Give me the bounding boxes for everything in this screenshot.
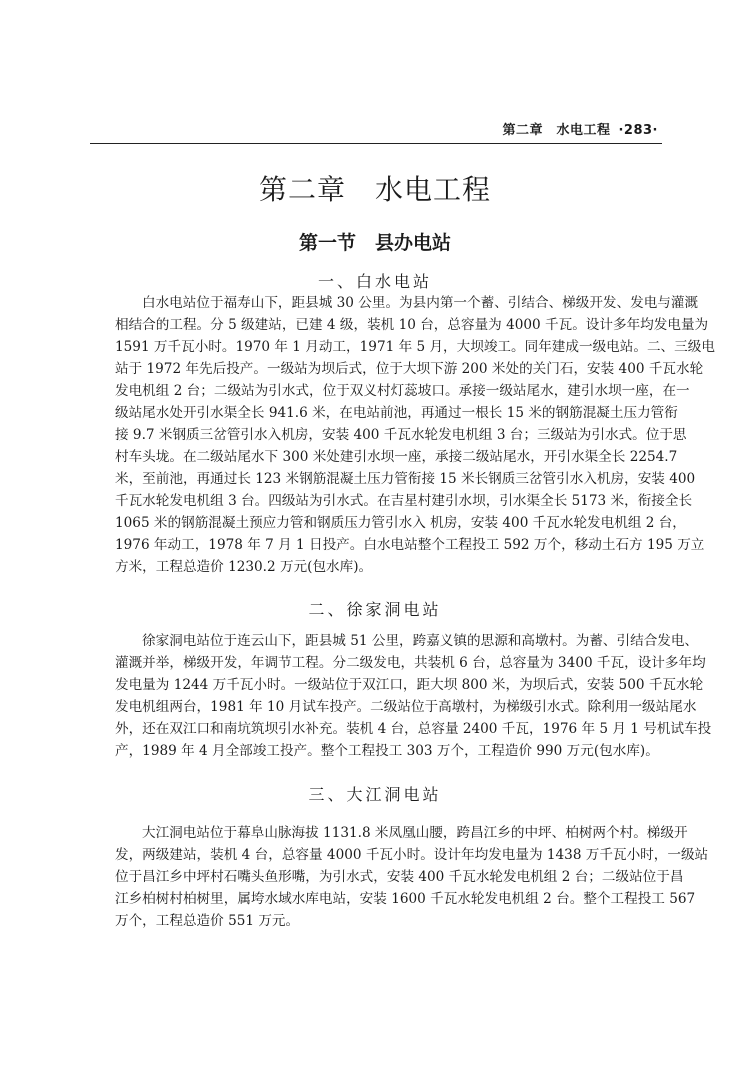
paragraph-line: 发电机组两台，1981 年 10 月试车投产。二级站位于高墩村，为梯级引水式。除利用一级站尾水 [115,699,697,715]
paragraph-line: 级站尾水处开引水渠全长 941.6 米，在电站前池，再通过一根长 15 米的钢筋混凝土压力管衔 [115,405,678,421]
paragraph-line: 产，1989 年 4 月全部竣工投产。整个工程投工 303 万个，工程造价 990 万元(包水库)。 [115,743,659,759]
station-heading: 二、徐家洞电站 [308,600,442,619]
paragraph-line: 发电机组 2 台；二级站为引水式，位于双义村灯蕊坡口。承接一级站尾水，建引水坝一座，在一 [115,383,690,399]
paragraph-line: 1065 米的钢筋混凝土预应力管和钢质压力管引水入 机房，安装 400 千瓦水轮发电机组 2 台， [115,515,686,531]
paragraph-line: 千瓦水轮发电机组 3 台。四级站为引水式。在吉星村建引水坝，引水渠全长 5173 米，衔接全长 [115,493,693,509]
station-heading: 三、大江洞电站 [308,785,442,804]
paragraph-line: 米，至前池，再通过长 123 米钢筋混凝土压力管衔接 15 米长钢质三岔管引水入机房，安装 400 [115,471,696,487]
paragraph-line: 位于昌江乡中坪村石嘴头鱼形嘴，为引水式，安装 400 千瓦水轮发电机组 2 台；二级站位于昌 [115,869,684,885]
station-paragraph [115,630,712,762]
paragraph-line: 万个，工程总造价 551 万元。 [115,913,300,929]
paragraph-line: 相结合的工程。分 5 级建站，已建 4 级，装机 10 台，总容量为 4000 千瓦。设计多年均发电量为 [115,317,709,333]
header-rule [90,143,662,144]
paragraph-line: 发电量为 1244 万千瓦小时。一级站位于双江口，距大坝 800 米，为坝后式，安装 500 千瓦水轮 [115,677,704,693]
paragraph-line: 方米，工程总造价 1230.2 万元(包水库)。 [115,559,373,575]
paragraph-line: 村车头垅。在二级站尾水下 300 米处建引水坝一座，承接二级站尾水，开引水渠全长 2254.7 [115,449,678,465]
paragraph-line: 1591 万千瓦小时。1970 年 1 月动工，1971 年 5 月，大坝竣工。同年建成一级电站。二、三级电 [115,339,715,355]
paragraph-line: 灌溉并举，梯级开发，年调节工程。分二级发电，共装机 6 台，总容量为 3400 千瓦，设计多年均 [115,655,706,671]
paragraph-line: 1976 年动工，1978 年 7 月 1 日投产。白水电站整个工程投工 592 万个，移动土石方 195 万立 [115,537,705,553]
station-paragraph [115,822,709,932]
paragraph-line: 江乡柏树村柏树里，属垮水域水库电站，安装 1600 千瓦水轮发电机组 2 台。整个工程投工 567 [115,891,696,907]
running-header [494,119,658,138]
paragraph-line: 接 9.7 米钢质三岔管引水入机房，安装 400 千瓦水轮发电机组 3 台；三级站为引水式。位于思 [115,427,687,443]
page-number: ·283· [618,123,658,138]
section-title: 第一节 县办电站 [298,232,451,254]
paragraph-line: 大江洞电站位于幕阜山脉海拔 1131.8 米凤凰山腰，跨昌江乡的中坪、柏树两个村。梯级开 [142,825,688,841]
paragraph-line: 白水电站位于福寿山下，距县城 30 公里。为县内第一个蓄、引结合、梯级开发、发电与灌溉 [142,295,699,311]
paragraph-line: 外，还在双江口和南坑筑坝引水补充。装机 4 台，总容量 2400 千瓦，1976 年 5 月 1 号机试车投 [115,721,712,737]
paragraph-line: 站于 1972 年先后投产。一级站为坝后式，位于大坝下游 200 米处的关门石，安装 400 千瓦水轮 [115,361,704,377]
paragraph-line: 发，两级建站，装机 4 台，总容量 4000 千瓦小时。设计年均发电量为 1438 万千瓦小时，一级站 [115,847,709,863]
paragraph-line: 徐家洞电站位于连云山下，距县城 51 公里，跨嘉义镇的思源和高墩村。为蓄、引结合发电、 [142,633,699,649]
station-paragraph [115,292,715,578]
running-header-chapter: 第二章 水电工程 [502,123,611,138]
station-heading: 一、白水电站 [317,272,432,291]
chapter-title: 第二章 水电工程 [258,173,491,206]
